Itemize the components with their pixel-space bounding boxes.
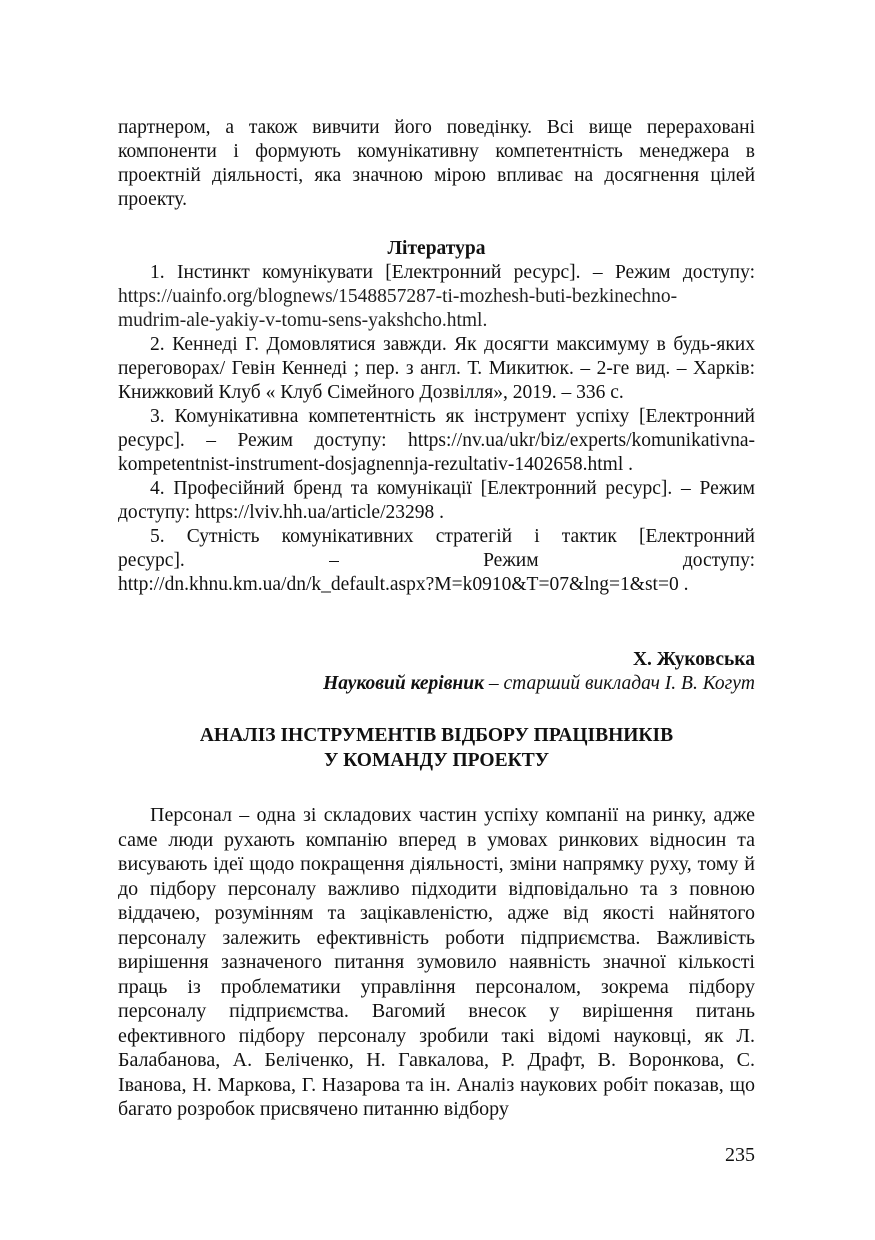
reference-1	[118, 261, 755, 333]
intro-paragraph: партнером, а також вивчити його поведінку. Всі вище перераховані компоненти і формують комунікативну компетентність менеджера в проектній діяльності, яка значною мірою впливає на досягнення цілей проекту.	[118, 117, 755, 210]
supervisor-role: Науковий керівник	[323, 673, 484, 694]
supervisor-dash: –	[483, 673, 504, 694]
author-block	[118, 648, 755, 696]
literature-heading: Література	[387, 238, 486, 259]
reference-4: 4. Професійний бренд та комунікації [Електронний ресурс]. – Режим доступу: https://lviv.hh.ua/article/23298 .	[118, 478, 755, 523]
article-title	[118, 723, 755, 773]
reference-5-line-1: 5. Сутність комунікативних стратегій і тактик [Електронний	[150, 526, 755, 547]
supervisor-name: старший викладач І. В. Когут	[503, 673, 755, 694]
reference-1-link-line-2[interactable]: mudrim-ale-yakiy-v-tomu-sens-yakshcho.html.	[118, 310, 488, 331]
reference-2: 2. Кеннеді Г. Домовлятися завжди. Як досягти максимуму в будь-яких переговорах/ Гевін Кеннеді ; пер. з англ. Т. Микитюк. – 2-ге вид. – Харків: Книжковий Клуб « Клуб Сімейного Дозвілля», 2019. – 336 с.	[118, 334, 755, 403]
reference-1-line-1: 1. Інстинкт комунікувати [Електронний ресурс]. – Режим доступу:	[150, 262, 755, 283]
reference-5-link[interactable]: http://dn.khnu.km.ua/dn/k_default.aspx?M=k0910&T=07&lng=1&st=0 .	[118, 574, 689, 595]
page-number: 235	[725, 1144, 755, 1166]
supervisor-line	[118, 672, 755, 696]
article-title-line-2: У КОМАНДУ ПРОЕКТУ	[323, 750, 550, 771]
author-name: Х. Жуковська	[632, 649, 755, 670]
page-content	[118, 116, 755, 1122]
reference-5	[118, 525, 755, 597]
reference-5-line-2: ресурс]. – Режим доступу:	[118, 550, 755, 571]
reference-3: 3. Комунікативна компетентність як інструмент успіху [Електронний ресурс]. – Режим доступу: https://nv.ua/ukr/biz/experts/komunikativna-kompetentnist-instrument-dosjagnennja-rezultativ-1402658.html .	[118, 406, 755, 475]
reference-1-link-line-1[interactable]: https://uainfo.org/blognews/1548857287-ti-mozhesh-buti-bezkinechno-	[118, 286, 678, 307]
article-title-line-1: АНАЛІЗ ІНСТРУМЕНТІВ ВІДБОРУ ПРАЦІВНИКІВ	[199, 725, 674, 746]
article-body: Персонал – одна зі складових частин успіху компанії на ринку, адже саме люди рухають компанію вперед в умовах ринкових відносин та висувають ідеї щодо покращення діяльності, зміни напрямку руху, тому й до підбору персоналу важливо підходити відповідально та з повною віддачею, розумінням та зацікавленістю, адже від якості найнятого персоналу залежить ефективність роботи підприємства. Важливість вирішення зазначеного питання зумовило наявність значної кількості праць із проблематики управління персоналом, зокрема підбору персоналу підприємства. Вагомий внесок у вирішення питань ефективного підбору персоналу зробили такі відомі науковці, як Л. Балабанова, А. Беліченко, Н. Гавкалова, Р. Драфт, В. Воронкова, С. Іванова, Н. Маркова, Г. Назарова та ін. Аналіз наукових робіт показав, що багато розробок присвячено питанню відбору	[118, 804, 755, 1120]
